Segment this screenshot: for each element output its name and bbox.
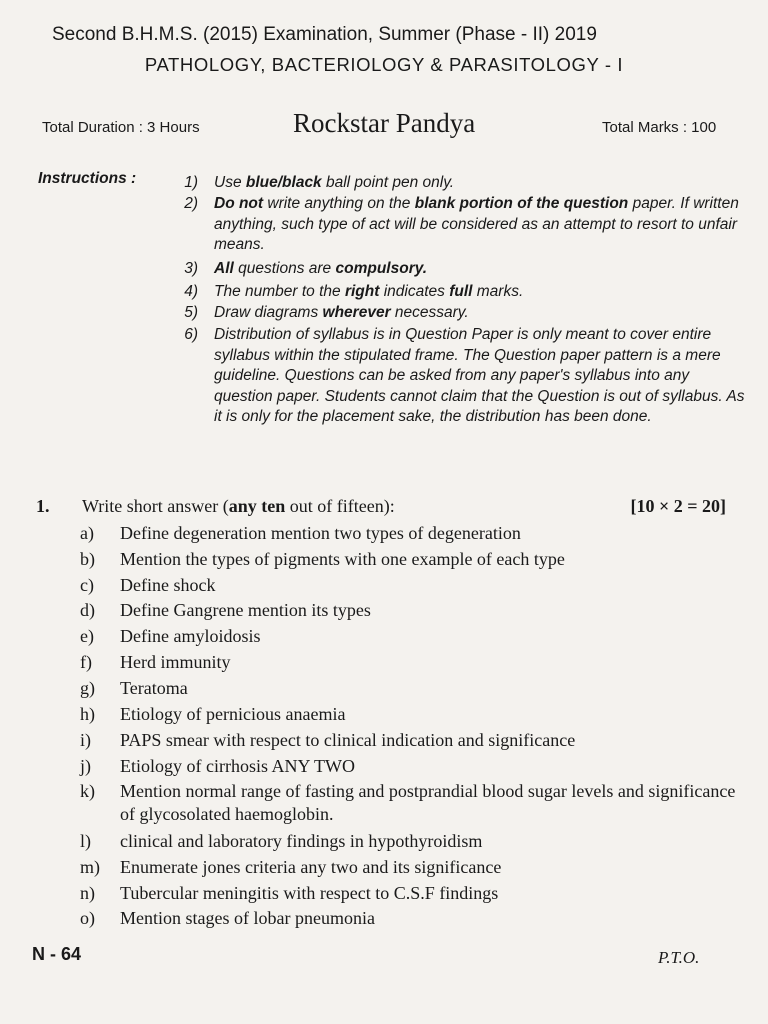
sub-question-text: Etiology of cirrhosis ANY TWO <box>120 756 355 776</box>
sub-question-letter: o) <box>80 908 95 928</box>
instruction-text: All questions are compulsory. <box>214 260 428 277</box>
sub-question-text: Mention the types of pigments with one example of each type <box>120 549 565 569</box>
sub-question-text: Etiology of pernicious anaemia <box>120 704 346 724</box>
sub-question-letter: a) <box>80 523 94 543</box>
sub-question-letter: g) <box>80 678 95 698</box>
paper-code: N - 64 <box>32 944 82 964</box>
sub-question-text: Define degeneration mention two types of degeneration <box>120 523 521 543</box>
instruction-text: Draw diagrams wherever necessary. <box>214 304 469 321</box>
sub-question-text: Define amyloidosis <box>120 626 261 646</box>
question-marks: [10 × 2 = 20] <box>630 496 726 516</box>
question-number: 1. <box>36 496 50 516</box>
exam-meta <box>42 108 742 148</box>
sub-question-text: Tubercular meningitis with respect to C.S.F findings <box>120 883 499 903</box>
instruction-number: 1) <box>184 174 198 191</box>
total-duration: Total Duration : 3 Hours <box>42 119 200 136</box>
instruction-number: 6) <box>184 326 198 343</box>
sub-question-letter: b) <box>80 549 95 569</box>
instruction-number: 2) <box>184 195 198 212</box>
sub-question-letter: j) <box>80 756 91 776</box>
sub-question-letter: k) <box>80 781 95 801</box>
sub-question-text: Mention stages of lobar pneumonia <box>120 908 375 928</box>
instruction-text: Use blue/black ball point pen only. <box>214 174 455 191</box>
exam-title: Second B.H.M.S. (2015) Examination, Summer (Phase - II) 2019 <box>52 24 597 45</box>
instructions-label: Instructions : <box>38 170 137 187</box>
sub-question-letter: e) <box>80 626 94 646</box>
sub-question-text: PAPS smear with respect to clinical indication and significance <box>120 730 576 750</box>
sub-question-text: Teratoma <box>120 678 188 698</box>
instruction-number: 3) <box>184 260 198 277</box>
instruction-number: 4) <box>184 283 198 300</box>
sub-question-letter: n) <box>80 883 95 903</box>
sub-question-letter: l) <box>80 831 91 851</box>
sub-question-text: clinical and laboratory findings in hypothyroidism <box>120 831 483 851</box>
sub-question-letter: m) <box>80 857 100 877</box>
pto-label: P.T.O. <box>658 948 700 967</box>
question-text: Write short answer (any ten out of fifteen): <box>82 496 395 516</box>
instruction-text: Distribution of syllabus is in Question Paper is only meant to cover entire syllabus within the stipulated frame. The Question paper pattern is a mere guideline. Questions can be asked from any paper's syllabus into any question paper. Students cannot claim that the Question is out of syllabus. As it is only for the placement sake, the distribution has been done. <box>214 326 745 425</box>
subject-title: PATHOLOGY, BACTERIOLOGY & PARASITOLOGY - I <box>144 54 624 75</box>
sub-question-letter: f) <box>80 652 92 672</box>
instruction-text: Do not write anything on the blank portion of the question paper. If written anything, such type of act will be considered as an attempt to resort to unfair means. <box>214 195 739 253</box>
total-marks: Total Marks : 100 <box>602 119 717 136</box>
sub-question-text: Define Gangrene mention its types <box>120 600 371 620</box>
sub-question-text: Define shock <box>120 575 216 595</box>
instruction-number: 5) <box>184 304 198 321</box>
sub-question-letter: c) <box>80 575 94 595</box>
instruction-text: The number to the right indicates full marks. <box>214 283 524 300</box>
sub-question-text: Herd immunity <box>120 652 231 672</box>
sub-question-text: Enumerate jones criteria any two and its significance <box>120 857 502 877</box>
sub-question-letter: d) <box>80 600 95 620</box>
sub-question-text: Mention normal range of fasting and postprandial blood sugar levels and significance of glycosolated haemoglobin. <box>120 781 736 824</box>
handwritten-name: Rockstar Pandya <box>293 108 476 138</box>
sub-question-letter: i) <box>80 730 91 750</box>
sub-question-letter: h) <box>80 704 95 724</box>
